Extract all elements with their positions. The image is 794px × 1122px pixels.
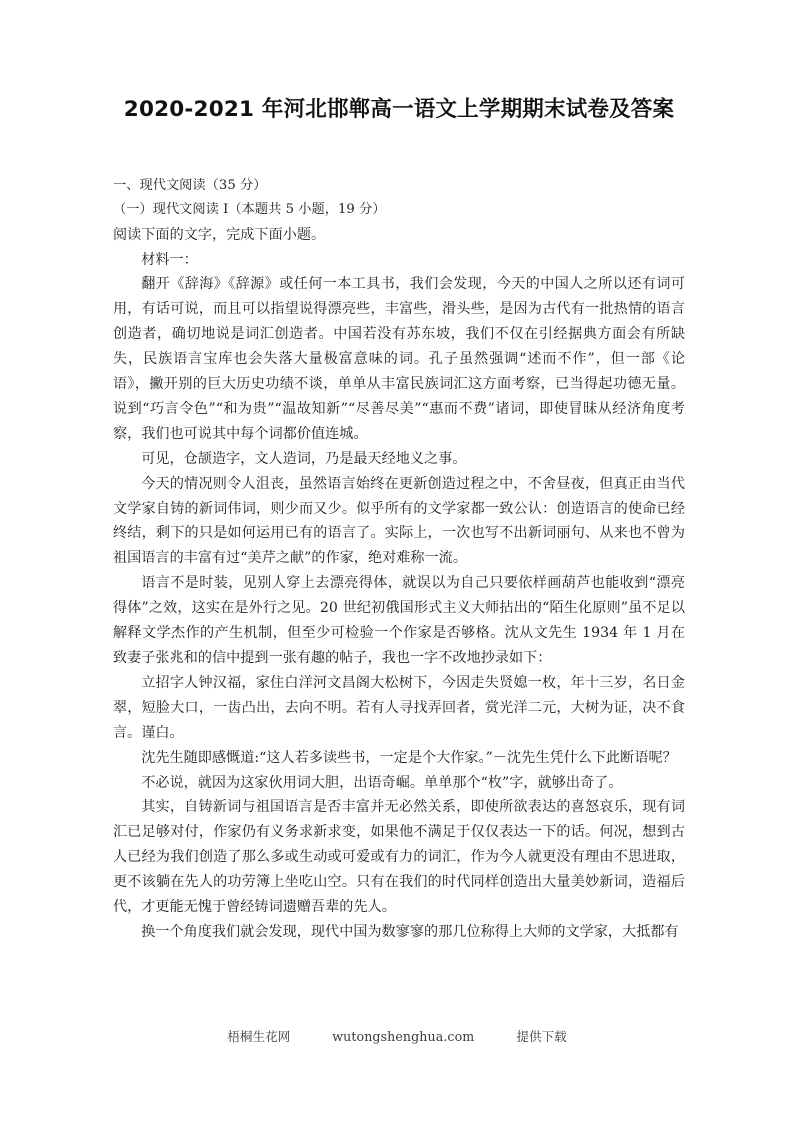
footer-domain: wutongshenghua.com	[332, 1029, 475, 1044]
body-paragraph-5: 立招字人钟汉福，家住白洋河文昌阁大松树下，今因走失贤媳一枚，年十三岁，名日金翠，短脸大口，一齿凸出，去向不明。若有人寻找弄回者，赏光洋二元，大树为证，决不食言。谨白。	[113, 674, 685, 741]
body-paragraph-7: 不必说，就因为这家伙用词大胆，出语奇崛。单单那个“枚”字，就够出奇了。	[141, 774, 623, 791]
page-title: 2020-2021 年河北邯郸高一语文上学期期末试卷及答案	[123, 97, 675, 122]
footer-site-name: 梧桐生花网	[227, 1029, 291, 1044]
body-paragraph-2: 可见，仓颉造字，文人造词，乃是最天经地义之事。	[141, 450, 467, 467]
body-paragraph-9: 换一个角度我们就会发现，现代中国为数寥寥的那几位称得上大师的文学家，大抵都有	[141, 923, 679, 940]
title-spacer	[113, 127, 685, 174]
body-paragraph-4: 语言不是时装，见别人穿上去漂亮得体，就误以为自己只要依样画葫芦也能收到“漂亮得体”之效，这实在是外行之见。20 世纪初俄国形式主义大师拈出的“陌生化原则”虽不足以解释文学杰作的产生机制，但至少可检验一个作家是否够格。沈从文先生 1934 年 1 月在致妻子张兆和的信中提到一张有趣的帖子，我也一字不改地抄录如下：	[113, 575, 685, 666]
page-footer	[0, 1028, 794, 1046]
body-paragraph-1: 翻开《辞海》《辞源》或任何一本工具书，我们会发现，今天的中国人之所以还有词可用，有话可说，而且可以指望说得漂亮些，丰富些，滑头些，是因为古代有一批热情的语言创造者，确切地说是词汇创造者。中国若没有苏东坡，我们不仅在引经据典方面会有所缺失，民族语言宝库也会失落大量极富意味的词。孔子虽然强调“述而不作”，但一部《论语》，撇开别的巨大历史功绩不谈，单单从丰富民族词汇这方面考察，已当得起功德无量。说到“巧言令色”“和为贵”“温故知新”“尽善尽美”“惠而不费”诸词，即使冒昧从经济角度考察，我们也可说其中每个词都价值连城。	[113, 276, 685, 442]
footer-action-label: 提供下载	[516, 1029, 567, 1044]
body-paragraph-3: 今天的情况则令人沮丧，虽然语言始终在更新创造过程之中，不舍昼夜，但真正由当代文学家自铸的新词伟词，则少而又少。似乎所有的文学家都一致公认：创造语言的使命已经终结，剩下的只是如何运用已有的语言了。实际上，一次也写不出新词丽句、从来也不曾为祖国语言的丰富有过“美芹之献”的作家，绝对难称一流。	[113, 475, 685, 567]
subsection-heading-1: （一）现代文阅读 I（本题共 5 小题，19 分）	[113, 202, 386, 218]
document-body	[113, 0, 685, 945]
body-paragraph-6: 沈先生随即感慨道:“这人若多读些书，一定是个大作家。”－沈先生凭什么下此断语呢？	[141, 749, 677, 766]
paragraph-container	[113, 174, 685, 945]
section-heading-1: 一、现代文阅读（35 分）	[113, 178, 267, 193]
material-label-1: 材料一：	[141, 251, 198, 268]
instruction-1: 阅读下面的文字，完成下面小题。	[113, 226, 326, 243]
body-paragraph-8: 其实，自铸新词与祖国语言是否丰富并无必然关系，即使所欲表达的喜怒哀乐，现有词汇已足够对付，作家仍有义务求新求变，如果他不满足于仅仅表达一下的话。何况，想到古人已经为我们创造了那么多或生动或可爱或有力的词汇，作为今人就更没有理由不思进取，更不该躺在先人的功劳簿上坐吃山空。只有在我们的时代同样创造出大量美妙新词，造福后代，才更能无愧于曾经铸词遗赠吾辈的先人。	[113, 799, 685, 916]
